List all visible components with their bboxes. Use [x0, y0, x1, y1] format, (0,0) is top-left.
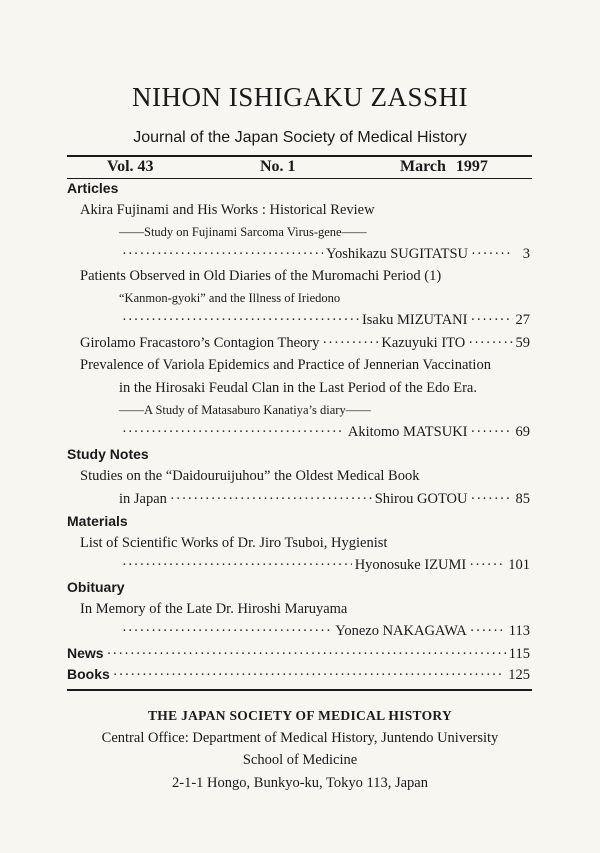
entry-subtitle: ——Study on Fujinami Sarcoma Virus-gene—— — [119, 225, 367, 239]
entry-author: Akitomo MATSUKI — [347, 424, 468, 440]
entry-author: Yoshikazu SUGITATSU — [326, 246, 468, 262]
entry-page: 69 — [515, 424, 530, 440]
entry-title: Prevalence of Variola Epidemics and Practice of Jennerian Vaccination — [80, 357, 491, 373]
school-line: School of Medicine — [242, 752, 358, 768]
toc-row — [119, 424, 530, 441]
address-line: 2-1-1 Hongo, Bunkyo-ku, Tokyo 113, Japan — [172, 775, 428, 791]
entry-author: Yonezo NAKAGAWA — [335, 623, 467, 639]
dot-leader — [471, 491, 513, 508]
entry-subtitle: “Kanmon-gyoki” and the Illness of Iriedono — [119, 291, 341, 305]
dot-leader — [470, 623, 506, 640]
dot-leader — [122, 557, 352, 574]
entry-page: 115 — [508, 646, 530, 662]
entry-author: Kazuyuki ITO — [381, 335, 466, 351]
toc-row — [119, 557, 530, 574]
entry-page: 27 — [515, 312, 530, 328]
entry-page: 101 — [508, 557, 530, 573]
toc-row — [119, 491, 530, 508]
entry-title: Girolamo Fracastoro’s Contagion Theory — [80, 335, 320, 351]
dot-leader — [113, 667, 505, 684]
dot-leader — [170, 491, 372, 508]
entry-title: List of Scientific Works of Dr. Jiro Tsuboi, Hygienist — [80, 535, 388, 551]
dot-leader — [469, 557, 505, 574]
dot-leader — [322, 335, 378, 352]
mid-rule — [67, 178, 532, 179]
journal-subtitle: Journal of the Japan Society of Medical History — [133, 129, 467, 146]
journal-title: NIHON ISHIGAKU ZASSHI — [132, 82, 468, 112]
entry-title: In Memory of the Late Dr. Hiroshi Maruyama — [80, 601, 348, 617]
dot-leader — [468, 335, 512, 352]
entry-page: 59 — [515, 335, 530, 351]
section-books: Books — [67, 666, 110, 682]
section-materials: Materials — [67, 513, 128, 529]
entry-title: Akira Fujinami and His Works : Historical Review — [80, 202, 375, 218]
entry-author: Hyonosuke IZUMI — [354, 557, 467, 573]
entry-title-continued: in the Hirosaki Feudal Clan in the Last Period of the Edo Era. — [119, 380, 477, 396]
dot-leader — [107, 646, 506, 663]
entry-author: Shirou GOTOU — [374, 491, 468, 507]
number-label: No. 1 — [260, 158, 296, 175]
dot-leader — [471, 312, 513, 329]
dot-leader — [471, 424, 513, 441]
dot-leader — [471, 246, 513, 263]
toc-row — [119, 246, 530, 263]
toc-row — [67, 645, 530, 663]
entry-subtitle: ——A Study of Matasaburo Kanatiya’s diary—— — [119, 403, 371, 417]
entry-title: Studies on the “Daidouruijuhou” the Oldest Medical Book — [80, 468, 420, 484]
entry-page: 85 — [515, 491, 530, 507]
entry-page: 125 — [508, 667, 530, 683]
section-articles: Articles — [67, 180, 119, 196]
dot-leader — [122, 246, 323, 263]
entry-title: Patients Observed in Old Diaries of the Muromachi Period (1) — [80, 268, 442, 284]
section-news: News — [67, 645, 104, 661]
society-name: THE JAPAN SOCIETY OF MEDICAL HISTORY — [148, 708, 452, 723]
entry-title-continued: in Japan — [119, 491, 167, 507]
entry-page: 113 — [508, 623, 530, 639]
bottom-rule — [67, 689, 532, 691]
section-study-notes: Study Notes — [67, 446, 149, 462]
entry-page: 3 — [522, 246, 530, 262]
toc-row — [119, 312, 530, 329]
top-rule — [67, 155, 532, 157]
office-line: Central Office: Department of Medical History, Juntendo University — [101, 730, 499, 746]
dot-leader — [122, 312, 359, 329]
section-obituary: Obituary — [67, 579, 125, 595]
toc-row — [119, 623, 530, 640]
toc-row — [67, 666, 530, 684]
entry-author: Isaku MIZUTANI — [361, 312, 468, 328]
dot-leader — [122, 623, 332, 640]
volume-label: Vol. 43 — [107, 158, 154, 175]
date-label: March 1997 — [400, 158, 488, 175]
dot-leader — [122, 424, 345, 441]
toc-row — [80, 335, 530, 352]
